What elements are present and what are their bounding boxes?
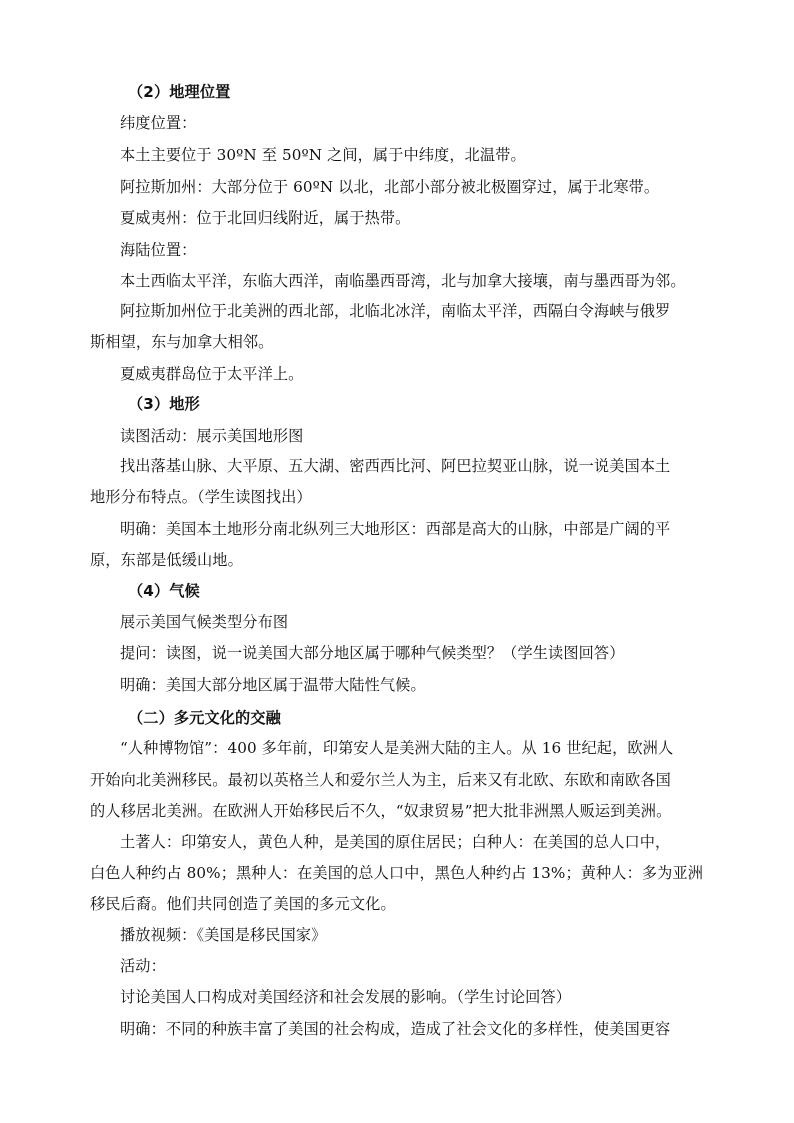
paragraph-line: 的人移居北美洲。在欧洲人开始移民后不久，“奴隶贸易”把大批非洲黑人贩运到美洲。 [90, 802, 672, 820]
paragraph-line: 明确：美国本土地形分南北纵列三大地形区：西部是高大的山脉，中部是广阔的平 [120, 520, 671, 538]
paragraph-line: 本土主要位于 30ºN 至 50ºN 之间，属于中纬度，北温带。 [120, 146, 526, 164]
section-heading-climate: （4）气候 [128, 582, 200, 600]
paragraph-line: 活动： [120, 957, 166, 975]
section-heading-terrain: （3）地形 [128, 395, 200, 413]
paragraph-line: 本土西临太平洋，东临大西洋，南临墨西哥湾，北与加拿大接壤，南与墨西哥为邻。 [120, 272, 686, 290]
paragraph-line: 斯相望，东与加拿大相邻。 [90, 333, 274, 351]
paragraph-line: 夏威夷群岛位于太平洋上。 [120, 365, 304, 383]
paragraph-line: 找出落基山脉、大平原、五大湖、密西西比河、阿巴拉契亚山脉，说一说美国本土 [120, 457, 671, 475]
paragraph-line: 读图活动：展示美国地形图 [120, 427, 304, 445]
paragraph-line: 明确：不同的种族丰富了美国的社会构成，造成了社会文化的多样性，使美国更容 [120, 1020, 671, 1038]
paragraph-line: 地形分布特点。（学生读图找出） [90, 488, 312, 506]
paragraph-line: 展示美国气候类型分布图 [120, 613, 289, 631]
paragraph-line: 白色人种约占 80%；黑种人：在美国的总人口中，黑色人种约占 13%；黄种人：多为亚洲 [90, 864, 704, 882]
paragraph-line: 夏威夷州：位于北回归线附近，属于热带。 [120, 209, 411, 227]
paragraph-line: 海陆位置： [120, 241, 197, 259]
paragraph-line: 纬度位置： [120, 114, 197, 132]
section-heading-location: （2）地理位置 [128, 83, 231, 101]
paragraph-line: 阿拉斯加州：大部分位于 60ºN 以北，北部小部分被北极圈穿过，属于北寒带。 [120, 178, 660, 196]
paragraph-line: 讨论美国人口构成对美国经济和社会发展的影响。（学生讨论回答） [120, 988, 572, 1006]
paragraph-line: 提问：读图，说一说美国大部分地区属于哪种气候类型？（学生读图回答） [120, 644, 625, 662]
paragraph-line: 原，东部是低缓山地。 [90, 551, 243, 569]
paragraph-line: 移民后裔。他们共同创造了美国的多元文化。 [90, 895, 396, 913]
paragraph-line: 明确：美国大部分地区属于温带大陆性气候。 [120, 676, 426, 694]
paragraph-line: 开始向北美洲移民。最初以英格兰人和爱尔兰人为主，后来又有北欧、东欧和南欧各国 [90, 771, 671, 789]
paragraph-line: 播放视频：《美国是移民国家》 [120, 926, 327, 944]
paragraph-line: 土著人：印第安人，黄色人种，是美国的原住居民；白种人：在美国的总人口中， [120, 833, 671, 851]
paragraph-line: “人种博物馆”：400 多年前，印第安人是美洲大陆的主人。从 16 世纪起，欧洲人 [120, 739, 674, 757]
paragraph-line: 阿拉斯加州位于北美洲的西北部，北临北冰洋，南临太平洋，西隔白令海峡与俄罗 [120, 302, 671, 320]
section-heading-culture: （二）多元文化的交融 [128, 709, 281, 727]
